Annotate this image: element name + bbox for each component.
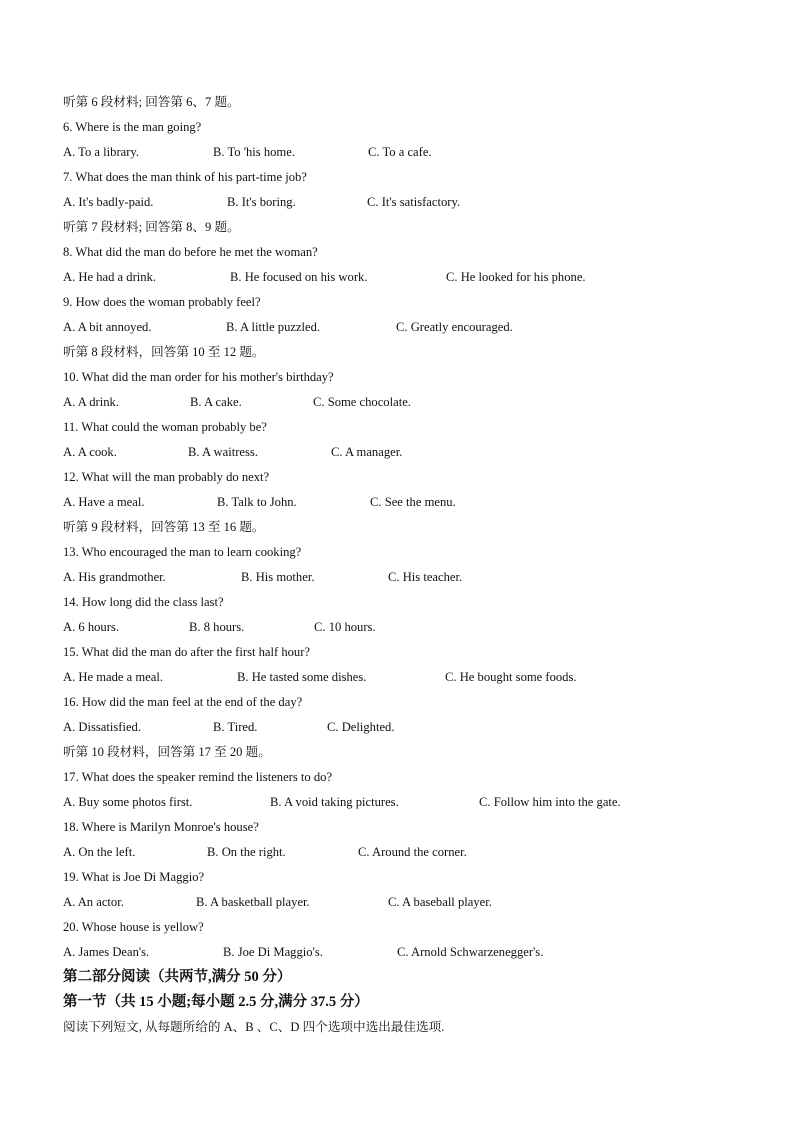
options-8 bbox=[63, 265, 743, 290]
options-10 bbox=[63, 390, 743, 415]
options-14 bbox=[63, 615, 743, 640]
options-19 bbox=[63, 890, 743, 915]
option-17b: B. A void taking pictures. bbox=[270, 795, 399, 809]
option-13a: A. His grandmother. bbox=[63, 570, 166, 584]
options-15 bbox=[63, 665, 743, 690]
option-18c: C. Around the corner. bbox=[358, 845, 467, 859]
listening-intro-10: 听第 10 段材料，回答第 17 至 20 题。 bbox=[63, 745, 271, 759]
option-7b: B. It's boring. bbox=[227, 195, 296, 209]
option-20a: A. James Dean's. bbox=[63, 945, 150, 959]
option-9b: B. A little puzzled. bbox=[226, 320, 321, 334]
options-7 bbox=[63, 190, 743, 215]
document-body bbox=[63, 90, 743, 1040]
question-10: 10. What did the man order for his mother's birthday? bbox=[63, 370, 334, 384]
options-11 bbox=[63, 440, 743, 465]
listening-intro-6: 听第 6 段材料; 回答第 6、7 题。 bbox=[63, 95, 240, 109]
option-14b: B. 8 hours. bbox=[189, 620, 245, 634]
options-16 bbox=[63, 715, 743, 740]
options-9 bbox=[63, 315, 743, 340]
options-17 bbox=[63, 790, 743, 815]
option-15a: A. He made a meal. bbox=[63, 670, 164, 684]
option-6a: A. To a library. bbox=[63, 145, 140, 159]
part-two-heading: 第二部分阅读（共两节,满分 50 分） bbox=[63, 969, 292, 985]
option-16c: C. Delighted. bbox=[327, 720, 395, 734]
question-12: 12. What will the man probably do next? bbox=[63, 470, 270, 484]
question-15: 15. What did the man do after the first half hour? bbox=[63, 645, 311, 659]
option-8a: A. He had a drink. bbox=[63, 270, 157, 284]
listening-intro-7: 听第 7 段材料; 回答第 8、9 题。 bbox=[63, 220, 240, 234]
option-7c: C. It's satisfactory. bbox=[367, 195, 461, 209]
option-12b: B. Talk to John. bbox=[217, 495, 297, 509]
option-7a: A. It's badly-paid. bbox=[63, 195, 154, 209]
question-20: 20. Whose house is yellow? bbox=[63, 920, 204, 934]
option-8b: B. He focused on his work. bbox=[230, 270, 368, 284]
option-12c: C. See the menu. bbox=[370, 495, 456, 509]
option-9a: A. A bit annoyed. bbox=[63, 320, 152, 334]
option-20b: B. Joe Di Maggio's. bbox=[223, 945, 323, 959]
option-11a: A. A cook. bbox=[63, 445, 117, 459]
question-13: 13. Who encouraged the man to learn cooking? bbox=[63, 545, 302, 559]
question-8: 8. What did the man do before he met the woman? bbox=[63, 245, 318, 259]
option-17c: C. Follow him into the gate. bbox=[479, 795, 621, 809]
option-20c: C. Arnold Schwarzenegger's. bbox=[397, 945, 544, 959]
option-10b: B. A cake. bbox=[190, 395, 242, 409]
option-11c: C. A manager. bbox=[331, 445, 403, 459]
option-11b: B. A waitress. bbox=[188, 445, 258, 459]
options-12 bbox=[63, 490, 743, 515]
question-11: 11. What could the woman probably be? bbox=[63, 420, 267, 434]
question-16: 16. How did the man feel at the end of the day? bbox=[63, 695, 303, 709]
options-20 bbox=[63, 940, 743, 965]
option-16a: A. Dissatisfied. bbox=[63, 720, 142, 734]
listening-intro-8: 听第 8 段材料，回答第 10 至 12 题。 bbox=[63, 345, 265, 359]
option-18b: B. On the right. bbox=[207, 845, 286, 859]
option-6c: C. To a cafe. bbox=[368, 145, 432, 159]
option-15b: B. He tasted some dishes. bbox=[237, 670, 367, 684]
option-12a: A. Have a meal. bbox=[63, 495, 145, 509]
option-14c: C. 10 hours. bbox=[314, 620, 376, 634]
question-17: 17. What does the speaker remind the listeners to do? bbox=[63, 770, 333, 784]
question-9: 9. How does the woman probably feel? bbox=[63, 295, 261, 309]
option-19a: A. An actor. bbox=[63, 895, 124, 909]
option-13c: C. His teacher. bbox=[388, 570, 463, 584]
section-one-heading: 第一节（共 15 小题;每小题 2.5 分,满分 37.5 分） bbox=[63, 994, 369, 1010]
question-6: 6. Where is the man going? bbox=[63, 120, 202, 134]
listening-intro-9: 听第 9 段材料，回答第 13 至 16 题。 bbox=[63, 520, 265, 534]
options-6 bbox=[63, 140, 743, 165]
option-14a: A. 6 hours. bbox=[63, 620, 119, 634]
option-10a: A. A drink. bbox=[63, 395, 119, 409]
question-14: 14. How long did the class last? bbox=[63, 595, 224, 609]
question-19: 19. What is Joe Di Maggio? bbox=[63, 870, 205, 884]
option-18a: A. On the left. bbox=[63, 845, 136, 859]
option-13b: B. His mother. bbox=[241, 570, 315, 584]
option-6b: B. To 'his home. bbox=[213, 145, 295, 159]
option-16b: B. Tired. bbox=[213, 720, 258, 734]
options-13 bbox=[63, 565, 743, 590]
option-9c: C. Greatly encouraged. bbox=[396, 320, 513, 334]
option-17a: A. Buy some photos first. bbox=[63, 795, 193, 809]
option-19b: B. A basketball player. bbox=[196, 895, 310, 909]
option-15c: C. He bought some foods. bbox=[445, 670, 577, 684]
reading-instruction: 阅读下列短文, 从每题所给的 A、B 、C、D 四个选项中选出最佳选项. bbox=[63, 1020, 445, 1034]
options-18 bbox=[63, 840, 743, 865]
option-10c: C. Some chocolate. bbox=[313, 395, 411, 409]
question-7: 7. What does the man think of his part-time job? bbox=[63, 170, 307, 184]
option-8c: C. He looked for his phone. bbox=[446, 270, 586, 284]
option-19c: C. A baseball player. bbox=[388, 895, 492, 909]
question-18: 18. Where is Marilyn Monroe's house? bbox=[63, 820, 259, 834]
